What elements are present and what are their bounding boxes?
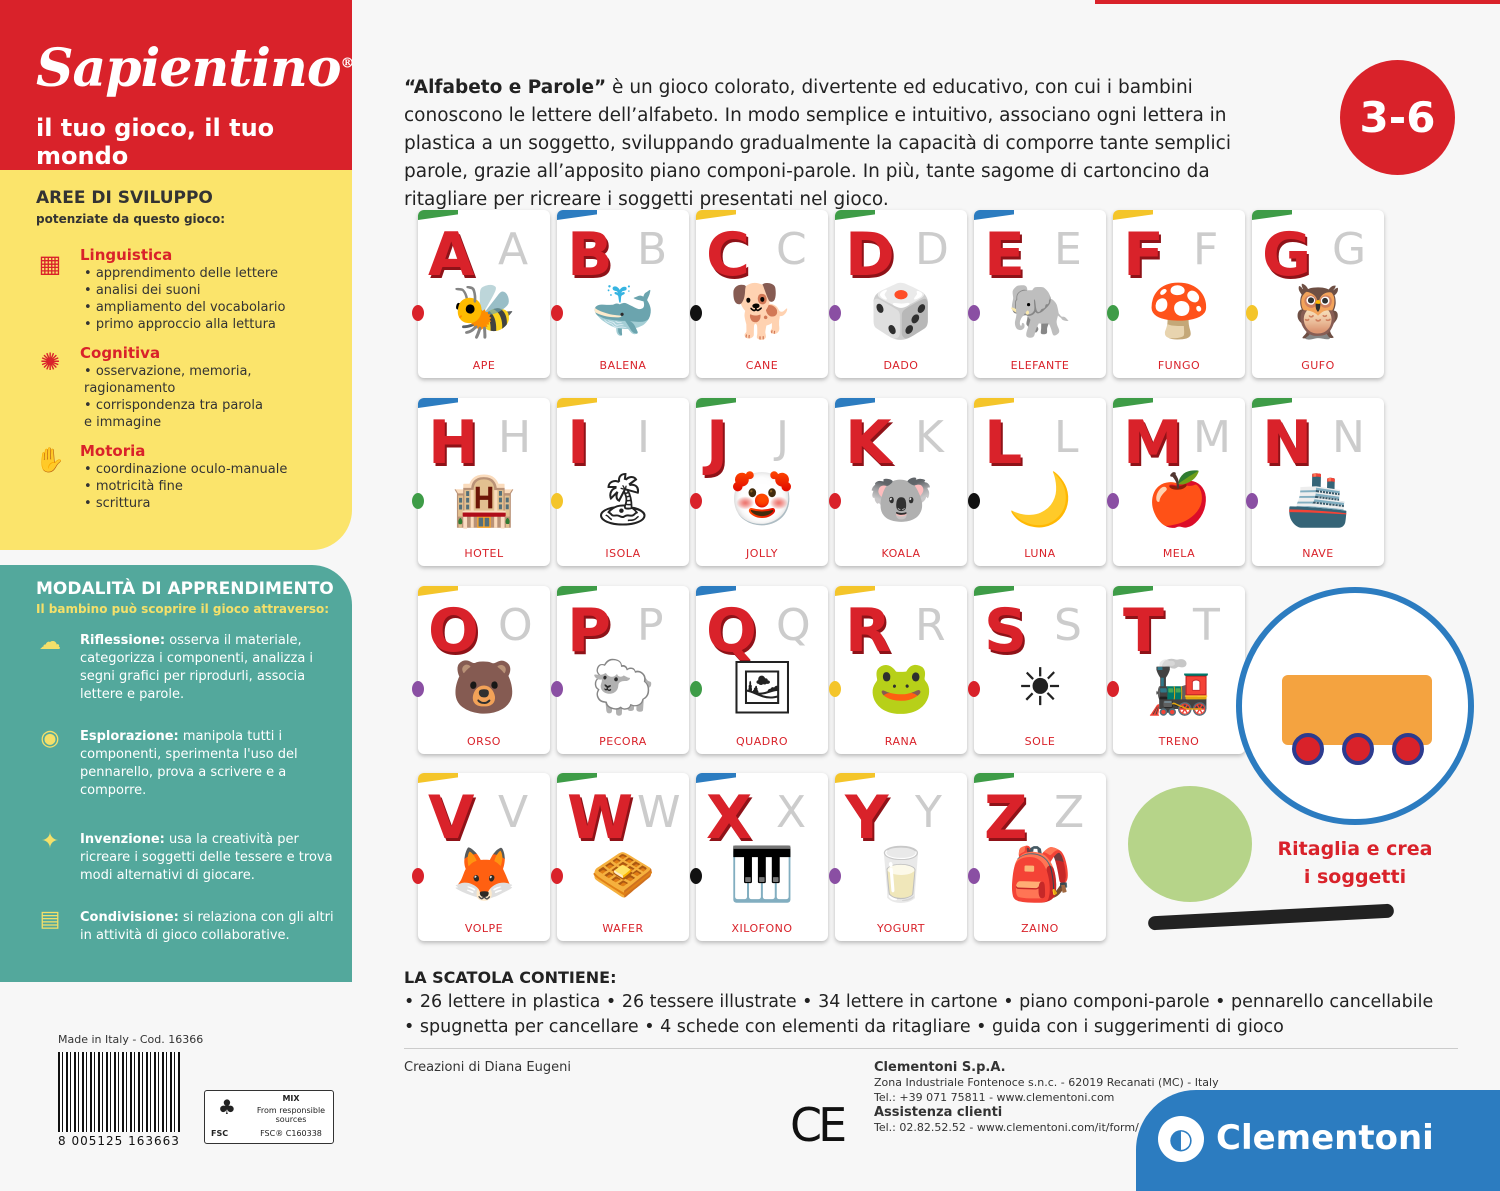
tracing-letter: E bbox=[1054, 224, 1082, 275]
train-wheel bbox=[1292, 733, 1324, 765]
mode-label: Esplorazione: bbox=[80, 729, 179, 744]
ce-mark: CE bbox=[790, 1098, 844, 1152]
letter-tile-b bbox=[557, 210, 689, 378]
tracing-letter: G bbox=[1332, 224, 1367, 275]
train-wheel bbox=[1342, 733, 1374, 765]
letter-tile-d bbox=[835, 210, 967, 378]
plastic-letter: P bbox=[567, 596, 611, 666]
tile-illustration: 🏝 bbox=[589, 470, 656, 530]
puzzle-connector-dot bbox=[412, 868, 424, 884]
sponge-image bbox=[1128, 786, 1252, 902]
company-contact: Tel.: +39 071 75811 - www.clementoni.com bbox=[874, 1091, 1115, 1104]
tile-word: RANA bbox=[884, 735, 918, 748]
mode-label: Riflessione: bbox=[80, 633, 166, 648]
tile-word: MELA bbox=[1162, 547, 1196, 560]
barcode bbox=[58, 1052, 180, 1132]
train-wheel bbox=[1392, 733, 1424, 765]
letter-tile-m bbox=[1113, 398, 1245, 566]
letter-tile-x bbox=[696, 773, 828, 941]
letter-tile-o bbox=[418, 586, 550, 754]
plastic-letter: X bbox=[706, 783, 753, 853]
tile-corner-flag bbox=[974, 210, 1014, 220]
letter-tile-f bbox=[1113, 210, 1245, 378]
plastic-letter: Z bbox=[984, 783, 1028, 853]
mode-text: usa la creatività per ricreare i soggetti delle tessere e trova modi alternativi di giocare. bbox=[80, 832, 333, 883]
brand-tagline: il tuo gioco, il tuo mondo bbox=[36, 114, 275, 170]
tile-corner-flag bbox=[1252, 398, 1292, 408]
support-title: Assistenza clienti bbox=[874, 1105, 1003, 1120]
letter-tile-g bbox=[1252, 210, 1384, 378]
tile-word: VOLPE bbox=[464, 922, 504, 935]
tile-illustration: 🐻 bbox=[451, 658, 517, 718]
fsc-logo-text: FSC bbox=[211, 1129, 229, 1138]
area-motoria bbox=[32, 442, 332, 532]
tracing-letter: H bbox=[498, 412, 532, 463]
letter-tile-z bbox=[974, 773, 1106, 941]
plastic-letter: J bbox=[706, 408, 729, 478]
tile-corner-flag bbox=[418, 210, 458, 220]
tile-corner-flag bbox=[418, 398, 458, 408]
puzzle-connector-dot bbox=[829, 868, 841, 884]
tile-illustration: 🐘 bbox=[1007, 282, 1073, 342]
tracing-letter: A bbox=[498, 224, 529, 275]
sidebar bbox=[0, 0, 352, 982]
puzzle-connector-dot bbox=[690, 493, 702, 509]
tile-illustration: 🐨 bbox=[868, 470, 934, 530]
tracing-letter: F bbox=[1193, 224, 1219, 275]
area-title: Motoria bbox=[80, 442, 146, 460]
tile-word: YOGURT bbox=[877, 922, 925, 935]
puzzle-connector-dot bbox=[412, 681, 424, 697]
product-description bbox=[404, 74, 1294, 214]
plastic-letter: L bbox=[984, 408, 1023, 478]
tile-word: ORSO bbox=[467, 735, 501, 748]
age-badge: 3-6 bbox=[1340, 60, 1455, 175]
tile-corner-flag bbox=[835, 210, 875, 220]
tile-corner-flag bbox=[974, 586, 1014, 596]
aree-title: AREE DI SVILUPPO bbox=[36, 188, 213, 208]
ritaglia-caption bbox=[1275, 835, 1435, 891]
tracing-letter: N bbox=[1332, 412, 1365, 463]
plastic-letter: W bbox=[567, 783, 634, 853]
tracing-letter: Q bbox=[776, 600, 811, 651]
puzzle-connector-dot bbox=[551, 305, 563, 321]
tile-illustration: 🐳 bbox=[590, 282, 656, 342]
tile-corner-flag bbox=[974, 773, 1014, 783]
tracing-letter: R bbox=[915, 600, 946, 651]
puzzle-connector-dot bbox=[412, 305, 424, 321]
mode-label: Invenzione: bbox=[80, 832, 165, 847]
tile-illustration: 🦊 bbox=[451, 845, 517, 905]
letter-tile-h bbox=[418, 398, 550, 566]
clementoni-logo-icon: ◐ bbox=[1158, 1116, 1204, 1162]
company-address: Zona Industriale Fontenoce s.n.c. - 62019 Recanati (MC) - Italy bbox=[874, 1076, 1219, 1089]
tile-word: FUNGO bbox=[1157, 359, 1201, 372]
area-bullet: • apprendimento delle lettere bbox=[84, 265, 285, 282]
magic-wand-icon: ✦ bbox=[40, 829, 60, 854]
tile-illustration: ☀ bbox=[1016, 658, 1064, 718]
area-linguistica bbox=[32, 246, 332, 342]
plastic-letter: F bbox=[1123, 220, 1164, 290]
puzzle-connector-dot bbox=[1246, 493, 1258, 509]
area-cognitiva bbox=[32, 344, 332, 440]
fsc-mix: MIX bbox=[282, 1094, 300, 1103]
puzzle-connector-dot bbox=[551, 868, 563, 884]
company-name: Clementoni S.p.A. bbox=[874, 1060, 1006, 1075]
area-bullet: • osservazione, memoria, ragionamento bbox=[84, 363, 264, 397]
tile-illustration: 🐑 bbox=[590, 658, 656, 718]
area-bullet: • ampliamento del vocabolario bbox=[84, 299, 285, 316]
puzzle-connector-dot bbox=[968, 305, 980, 321]
plastic-letter: G bbox=[1262, 220, 1312, 290]
tile-illustration: 🐸 bbox=[868, 658, 934, 718]
area-bullet: • coordinazione oculo-manuale bbox=[84, 461, 287, 478]
tile-word: NAVE bbox=[1302, 547, 1334, 560]
product-text: è un gioco colorato, divertente ed educativo, con cui i bambini conoscono le lettere dell’alfabeto. In modo semplice e intuitivo, associano ogni lettera in plastica a un soggetto, sviluppando gradualmente la capacità di comporre tante semplici parole, grazie all’apposito piano componi-parole. In più, tante sagome di cartoncino da ritagliare per ricreare i soggetti presentati nel gioco. bbox=[404, 77, 1231, 210]
letter-tile-c bbox=[696, 210, 828, 378]
tile-word: TRENO bbox=[1158, 735, 1200, 748]
tile-word: JOLLY bbox=[746, 547, 778, 560]
tile-corner-flag bbox=[557, 773, 597, 783]
tile-corner-flag bbox=[557, 210, 597, 220]
letter-tile-a bbox=[418, 210, 550, 378]
modalita-panel bbox=[0, 565, 352, 982]
tile-word: DADO bbox=[883, 359, 919, 372]
mode-text: manipola tutti i componenti, sperimenta l'uso del pennarello, prova a scrivere e a comporre. bbox=[80, 729, 298, 798]
box-contents bbox=[404, 965, 1474, 1040]
tracing-letter: K bbox=[915, 412, 944, 463]
letter-tile-n bbox=[1252, 398, 1384, 566]
puzzle-connector-dot bbox=[1107, 493, 1119, 509]
plastic-letter: S bbox=[984, 596, 1028, 666]
letter-tile-y bbox=[835, 773, 967, 941]
tile-word: PECORA bbox=[599, 735, 647, 748]
area-bullet: • primo approccio alla lettura bbox=[84, 316, 285, 333]
tile-illustration: 🏨 bbox=[451, 470, 517, 530]
sapientino-logo: Sapientino® bbox=[36, 38, 354, 99]
tracing-letter: J bbox=[776, 412, 789, 463]
puzzle-connector-dot bbox=[829, 305, 841, 321]
tile-illustration: 🥛 bbox=[868, 845, 934, 905]
plastic-letter: B bbox=[567, 220, 613, 290]
tracing-letter: I bbox=[637, 412, 650, 463]
tile-illustration: 🐝 bbox=[451, 282, 517, 342]
puzzle-connector-dot bbox=[412, 493, 424, 509]
tracing-letter: W bbox=[637, 787, 681, 838]
tile-corner-flag bbox=[696, 210, 736, 220]
tile-illustration: 🦉 bbox=[1285, 282, 1351, 342]
tracing-letter: D bbox=[915, 224, 949, 275]
tile-corner-flag bbox=[835, 586, 875, 596]
tracing-letter: L bbox=[1054, 412, 1079, 463]
clementoni-logo-banner bbox=[1136, 1090, 1500, 1191]
product-title: “Alfabeto e Parole” bbox=[404, 77, 607, 98]
tile-word: WAFER bbox=[602, 922, 644, 935]
brain-icon: ☁ bbox=[39, 630, 61, 655]
tracing-letter: S bbox=[1054, 600, 1082, 651]
divider bbox=[404, 1048, 1458, 1049]
plastic-letter: D bbox=[845, 220, 895, 290]
support-contact: Tel.: 02.82.52.52 - www.clementoni.com/it/form/ bbox=[874, 1121, 1139, 1134]
tile-illustration: 🎹 bbox=[729, 845, 795, 905]
tracing-letter: P bbox=[637, 600, 664, 651]
tile-corner-flag bbox=[1113, 586, 1153, 596]
mode-text: osserva il materiale, categorizza i componenti, analizza i segni grafici per riprodurli, associa lettere e parole. bbox=[80, 633, 314, 702]
tile-illustration: 🧇 bbox=[590, 845, 656, 905]
tree-icon: ♣ bbox=[218, 1095, 236, 1119]
clementoni-logo-text: Clementoni bbox=[1216, 1118, 1434, 1158]
tile-word: ZAINO bbox=[1021, 922, 1059, 935]
tile-word: XILOFONO bbox=[731, 922, 793, 935]
area-title: Cognitiva bbox=[80, 344, 161, 362]
tracing-letter: X bbox=[776, 787, 807, 838]
contents-line: • 26 lettere in plastica • 26 tessere illustrate • 34 lettere in cartone • piano componi-parole • pennarello cancellabile bbox=[404, 992, 1434, 1012]
letter-tile-l bbox=[974, 398, 1106, 566]
letter-tile-t bbox=[1113, 586, 1245, 754]
plastic-letter: Y bbox=[845, 783, 889, 853]
letter-tile-k bbox=[835, 398, 967, 566]
tile-illustration: 🐕 bbox=[729, 282, 795, 342]
tile-word: ISOLA bbox=[605, 547, 641, 560]
hand-icon: ✋ bbox=[35, 446, 65, 474]
tile-word: GUFO bbox=[1301, 359, 1335, 372]
tile-word: APE bbox=[472, 359, 496, 372]
tile-corner-flag bbox=[418, 773, 458, 783]
area-bullet: • corrispondenza tra parola e immagine bbox=[84, 397, 264, 431]
made-in-italy: Made in Italy - Cod. 16366 bbox=[58, 1033, 204, 1046]
letter-tile-w bbox=[557, 773, 689, 941]
letter-tile-j bbox=[696, 398, 828, 566]
tile-word: HOTEL bbox=[464, 547, 504, 560]
mode-text: si relaziona con gli altri in attività di gioco collaborative. bbox=[80, 910, 334, 943]
puzzle-connector-dot bbox=[829, 681, 841, 697]
plastic-letter: I bbox=[567, 408, 590, 478]
puzzle-connector-dot bbox=[968, 868, 980, 884]
plastic-letter: M bbox=[1123, 408, 1183, 478]
tile-word: KOALA bbox=[881, 547, 921, 560]
marker-pen-image bbox=[1148, 904, 1394, 931]
tile-corner-flag bbox=[418, 586, 458, 596]
cut-out-train-illustration bbox=[1236, 587, 1474, 825]
fsc-label bbox=[204, 1090, 334, 1144]
puzzle-connector-dot bbox=[968, 681, 980, 697]
brand-banner bbox=[0, 0, 352, 170]
puzzle-connector-dot bbox=[1107, 305, 1119, 321]
puzzle-connector-dot bbox=[968, 493, 980, 509]
plastic-letter: O bbox=[428, 596, 480, 666]
area-bullet: • analisi dei suoni bbox=[84, 282, 285, 299]
puzzle-connector-dot bbox=[1107, 681, 1119, 697]
puzzle-connector-dot bbox=[690, 868, 702, 884]
tile-corner-flag bbox=[1252, 210, 1292, 220]
plastic-letter: A bbox=[428, 220, 475, 290]
modalita-title: MODALITÀ DI APPRENDIMENTO bbox=[36, 579, 334, 599]
tile-illustration: 🍄 bbox=[1146, 282, 1212, 342]
letter-tile-s bbox=[974, 586, 1106, 754]
barcode-number: 8 005125 163663 bbox=[58, 1134, 180, 1148]
plastic-letter: C bbox=[706, 220, 751, 290]
tile-corner-flag bbox=[696, 398, 736, 408]
plastic-letter: N bbox=[1262, 408, 1313, 478]
tile-illustration: 🎲 bbox=[868, 282, 934, 342]
letter-tile-v bbox=[418, 773, 550, 941]
credit-text: Creazioni di Diana Eugeni bbox=[404, 1060, 571, 1075]
fsc-code: FSC® C160338 bbox=[260, 1129, 322, 1138]
tile-illustration: 🚂 bbox=[1146, 658, 1212, 718]
letter-tile-r bbox=[835, 586, 967, 754]
tile-word: QUADRO bbox=[735, 735, 788, 748]
top-accent-bar bbox=[1095, 0, 1500, 4]
tile-illustration: 🌙 bbox=[1007, 470, 1073, 530]
puzzle-connector-dot bbox=[1246, 305, 1258, 321]
tile-word: LUNA bbox=[1024, 547, 1056, 560]
letter-tile-q bbox=[696, 586, 828, 754]
tile-word: ELEFANTE bbox=[1010, 359, 1070, 372]
eye-icon: ◉ bbox=[40, 726, 60, 751]
plastic-letter: K bbox=[845, 408, 892, 478]
puzzle-connector-dot bbox=[551, 493, 563, 509]
tracing-letter: O bbox=[498, 600, 533, 651]
tile-word: SOLE bbox=[1024, 735, 1056, 748]
tile-corner-flag bbox=[1113, 398, 1153, 408]
letter-tile-p bbox=[557, 586, 689, 754]
tile-corner-flag bbox=[696, 773, 736, 783]
puzzle-connector-dot bbox=[690, 305, 702, 321]
contents-title: LA SCATOLA CONTIENE: bbox=[404, 968, 617, 987]
abc-blocks-icon: ▦ bbox=[38, 250, 62, 278]
tracing-letter: M bbox=[1193, 412, 1231, 463]
tile-word: CANE bbox=[745, 359, 779, 372]
plastic-letter: E bbox=[984, 220, 1025, 290]
tracing-letter: Y bbox=[915, 787, 942, 838]
contents-line: • spugnetta per cancellare • 4 schede con elementi da ritagliare • guida con i suggerimenti di gioco bbox=[404, 1017, 1284, 1037]
tile-corner-flag bbox=[557, 586, 597, 596]
puzzle-connector-dot bbox=[829, 493, 841, 509]
tile-corner-flag bbox=[1113, 210, 1153, 220]
tracing-letter: Z bbox=[1054, 787, 1085, 838]
tracing-letter: B bbox=[637, 224, 668, 275]
ritaglia-line: Ritaglia e crea bbox=[1277, 838, 1433, 860]
plastic-letter: T bbox=[1123, 596, 1164, 666]
tile-corner-flag bbox=[696, 586, 736, 596]
speech-bubbles-icon: ▤ bbox=[39, 907, 61, 932]
tracing-letter: T bbox=[1193, 600, 1220, 651]
tile-illustration: 🎒 bbox=[1007, 845, 1073, 905]
aree-subtitle: potenziate da questo gioco: bbox=[36, 212, 226, 226]
plastic-letter: Q bbox=[706, 596, 758, 666]
puzzle-connector-dot bbox=[551, 681, 563, 697]
plastic-letter: R bbox=[845, 596, 892, 666]
letter-tile-e bbox=[974, 210, 1106, 378]
tile-illustration: 🖼 bbox=[728, 658, 795, 718]
ritaglia-line: i soggetti bbox=[1303, 866, 1407, 888]
lightbulb-icon: ✺ bbox=[39, 348, 61, 376]
area-bullet: • scrittura bbox=[84, 495, 287, 512]
tile-illustration: 🤡 bbox=[729, 470, 795, 530]
tile-word: BALENA bbox=[599, 359, 647, 372]
mode-label: Condivisione: bbox=[80, 910, 179, 925]
plastic-letter: V bbox=[428, 783, 475, 853]
tile-corner-flag bbox=[974, 398, 1014, 408]
puzzle-connector-dot bbox=[690, 681, 702, 697]
tile-corner-flag bbox=[557, 398, 597, 408]
tile-illustration: 🍎 bbox=[1146, 470, 1212, 530]
letter-tile-i bbox=[557, 398, 689, 566]
tracing-letter: V bbox=[498, 787, 529, 838]
area-bullet: • motricità fine bbox=[84, 478, 287, 495]
aree-panel bbox=[0, 170, 352, 550]
modalita-subtitle: Il bambino può scoprire il gioco attraverso: bbox=[36, 602, 330, 616]
plastic-letter: H bbox=[428, 408, 479, 478]
area-title: Linguistica bbox=[80, 246, 173, 264]
tile-corner-flag bbox=[835, 398, 875, 408]
tracing-letter: C bbox=[776, 224, 807, 275]
fsc-responsible: From responsible sources bbox=[256, 1106, 326, 1124]
tile-illustration: 🚢 bbox=[1285, 470, 1351, 530]
tile-corner-flag bbox=[835, 773, 875, 783]
